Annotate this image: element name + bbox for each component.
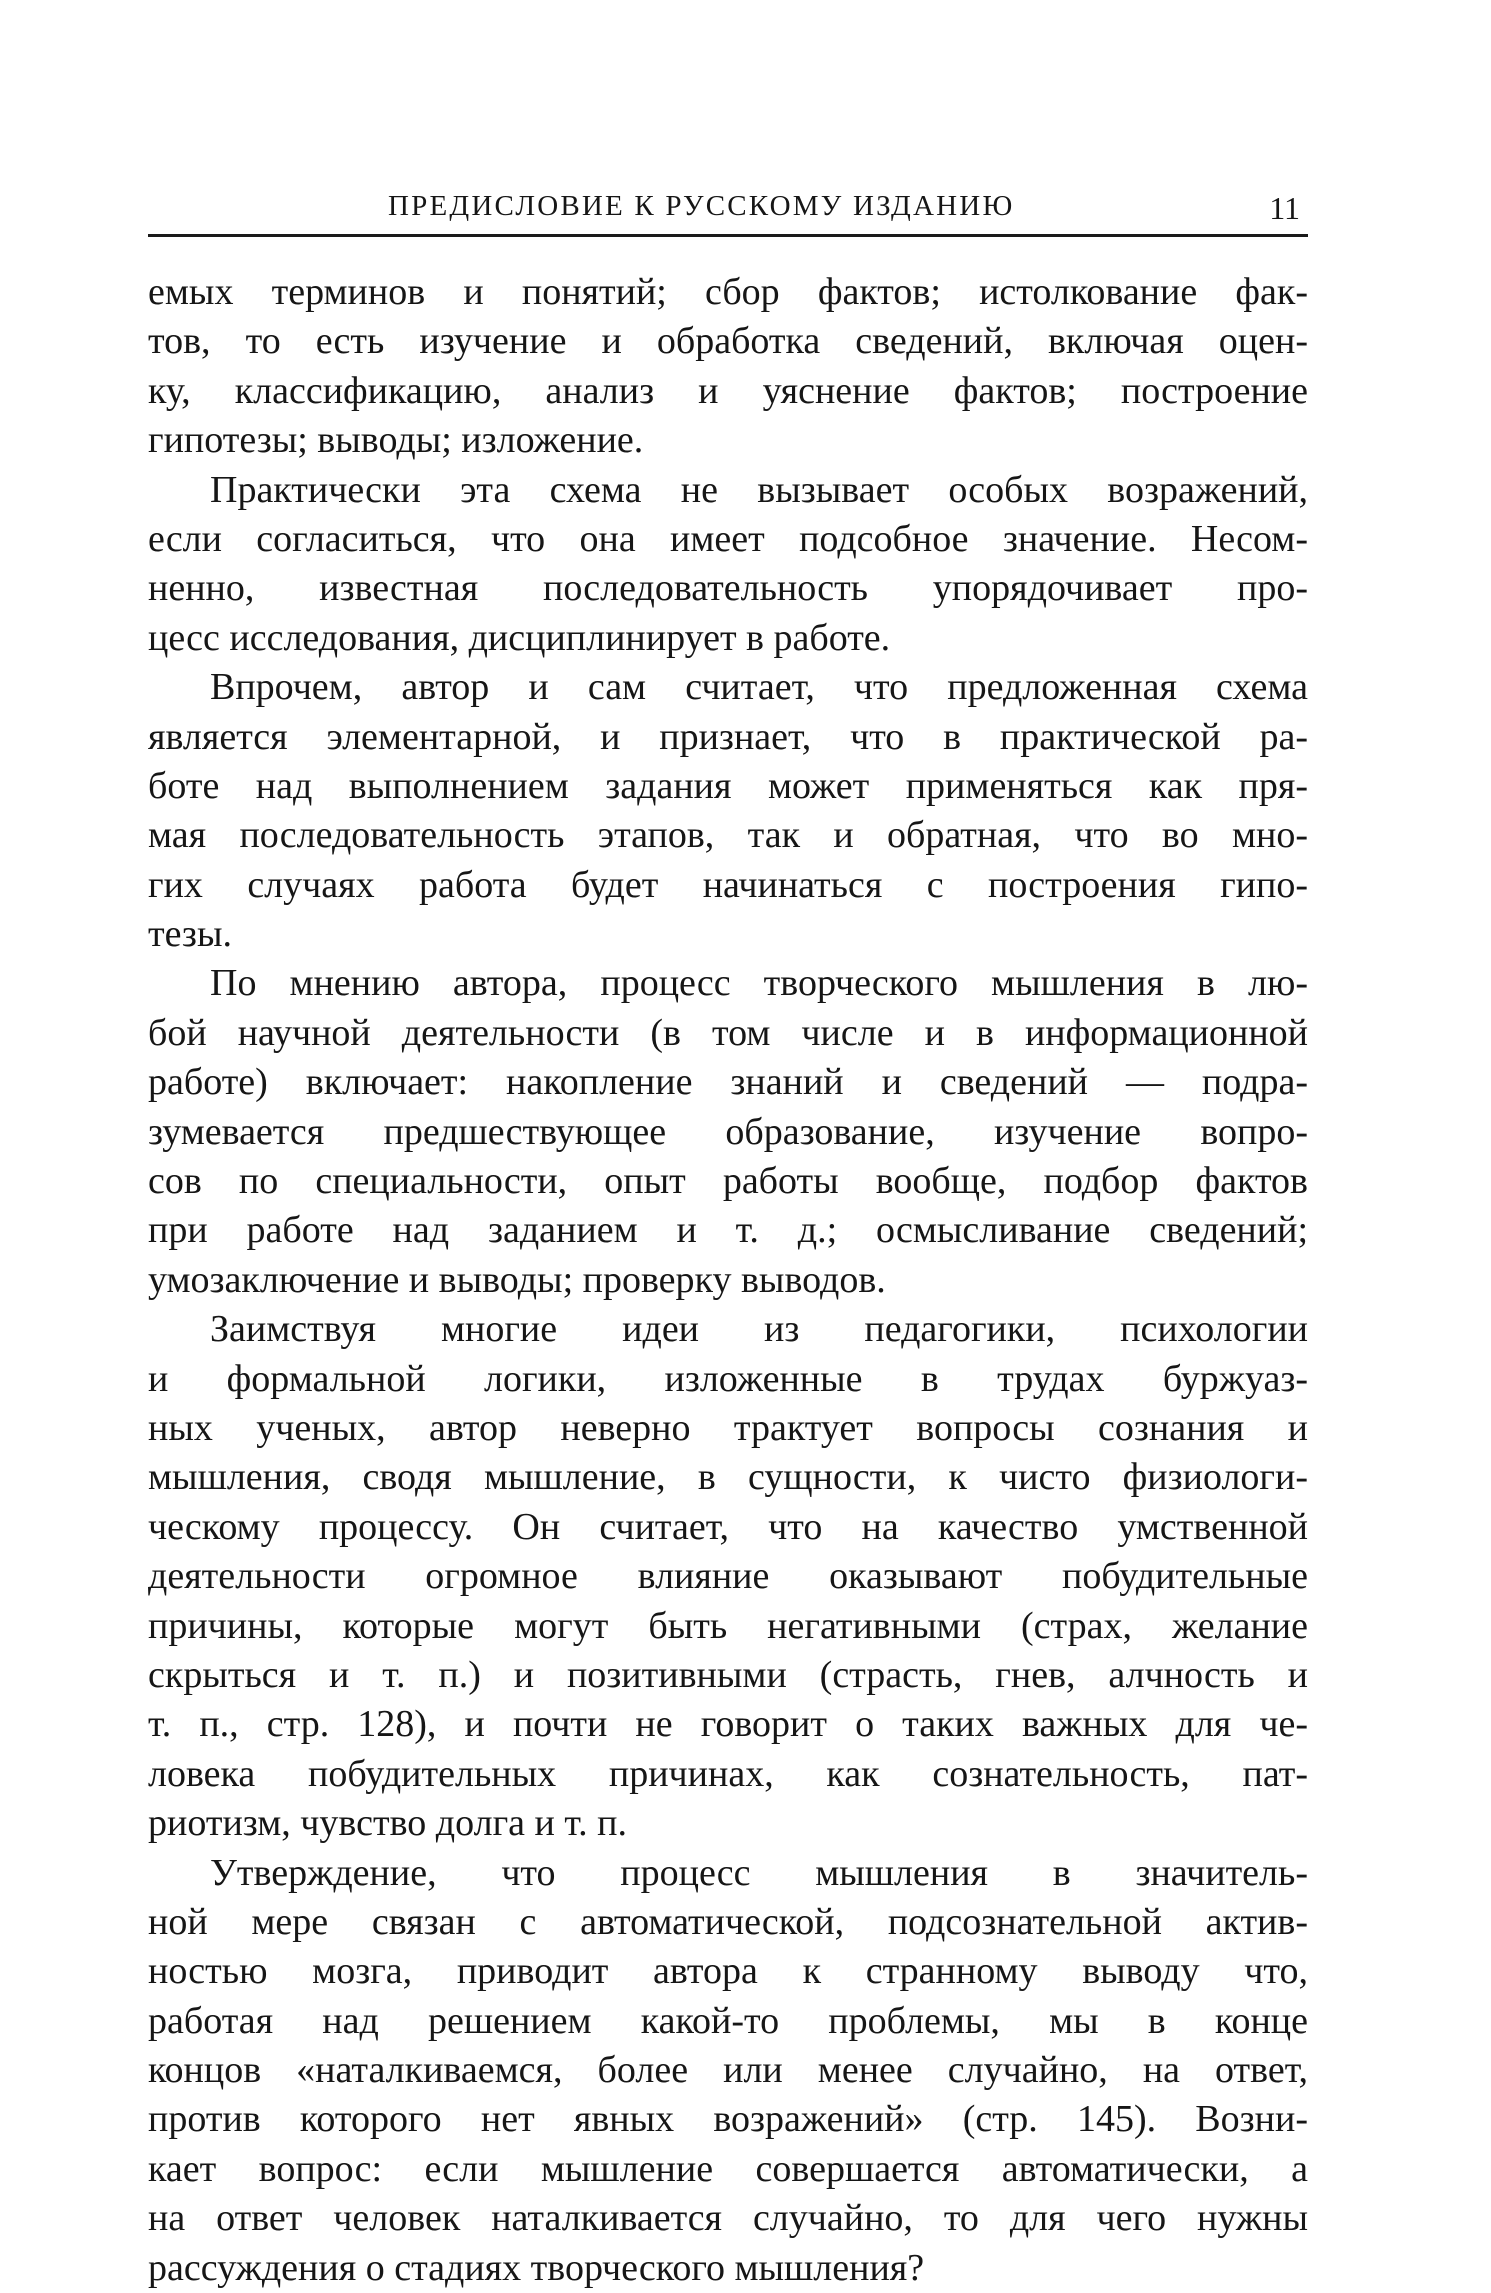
text-line: сов по специальности, опыт работы вообще, подбор фактов — [148, 1157, 1308, 1206]
text-line: риотизм, чувство долга и т. п. — [148, 1799, 1308, 1848]
text-line: работе) включает: накопление знаний и сведений — подра- — [148, 1058, 1308, 1107]
text-line: на ответ человек наталкивается случайно, то для чего нужны — [148, 2194, 1308, 2243]
paragraph — [148, 268, 1308, 466]
text-line: ловека побудительных причинах, как сознательность, пат- — [148, 1750, 1308, 1799]
text-line: бой научной деятельности (в том числе и в информационной — [148, 1009, 1308, 1058]
text-line: мышления, сводя мышление, в сущности, к чисто физиологи- — [148, 1453, 1308, 1502]
body-text — [148, 268, 1308, 2293]
text-line: емых терминов и понятий; сбор фактов; истолкование фак- — [148, 268, 1308, 317]
text-line: и формальной логики, изложенные в трудах буржуаз- — [148, 1355, 1308, 1404]
text-line: Утверждение, что процесс мышления в значитель- — [148, 1849, 1308, 1898]
paragraph — [148, 466, 1308, 664]
text-line: рассуждения о стадиях творческого мышления? — [148, 2244, 1308, 2293]
text-line: причины, которые могут быть негативными (страх, желание — [148, 1602, 1308, 1651]
paragraph — [148, 1849, 1308, 2293]
text-line: ческому процессу. Он считает, что на качество умственной — [148, 1503, 1308, 1552]
text-line: концов «наталкиваемся, более или менее случайно, на ответ, — [148, 2046, 1308, 2095]
text-line: если согласиться, что она имеет подсобное значение. Несом- — [148, 515, 1308, 564]
text-line: тов, то есть изучение и обработка сведений, включая оцен- — [148, 317, 1308, 366]
paragraph — [148, 1305, 1308, 1848]
text-line: скрыться и т. п.) и позитивными (страсть, гнев, алчность и — [148, 1651, 1308, 1700]
text-line: кает вопрос: если мышление совершается автоматически, а — [148, 2145, 1308, 2194]
text-line: цесс исследования, дисциплинирует в работе. — [148, 614, 1308, 663]
text-line: Заимствуя многие идеи из педагогики, психологии — [148, 1305, 1308, 1354]
text-line: мая последовательность этапов, так и обратная, что во мно- — [148, 811, 1308, 860]
text-line: умозаключение и выводы; проверку выводов. — [148, 1256, 1308, 1305]
text-line: т. п., стр. 128), и почти не говорит о таких важных для че- — [148, 1700, 1308, 1749]
text-line: Практически эта схема не вызывает особых возражений, — [148, 466, 1308, 515]
text-line: работая над решением какой-то проблемы, мы в конце — [148, 1997, 1308, 2046]
running-title: ПРЕДИСЛОВИЕ К РУССКОМУ ИЗДАНИЮ — [388, 186, 1014, 226]
text-line: деятельности огромное влияние оказывают побудительные — [148, 1552, 1308, 1601]
header-rule — [148, 234, 1308, 237]
running-head — [148, 186, 1308, 228]
text-line: при работе над заданием и т. д.; осмысливание сведений; — [148, 1206, 1308, 1255]
text-line: ной мере связан с автоматической, подсознательной актив- — [148, 1898, 1308, 1947]
text-line: гипотезы; выводы; изложение. — [148, 416, 1308, 465]
text-line: Впрочем, автор и сам считает, что предложенная схема — [148, 663, 1308, 712]
text-line: ненно, известная последовательность упорядочивает про- — [148, 564, 1308, 613]
text-line: гих случаях работа будет начинаться с построения гипо- — [148, 861, 1308, 910]
text-line: зумевается предшествующее образование, изучение вопро- — [148, 1108, 1308, 1157]
text-line: ку, классификацию, анализ и уяснение фактов; построение — [148, 367, 1308, 416]
text-line: боте над выполнением задания может применяться как пря- — [148, 762, 1308, 811]
page-number: 11 — [1269, 188, 1300, 228]
paragraph — [148, 663, 1308, 959]
paragraph — [148, 959, 1308, 1305]
text-line: ных ученых, автор неверно трактует вопросы сознания и — [148, 1404, 1308, 1453]
text-line: против которого нет явных возражений» (стр. 145). Возни- — [148, 2095, 1308, 2144]
text-line: тезы. — [148, 910, 1308, 959]
text-line: По мнению автора, процесс творческого мышления в лю- — [148, 959, 1308, 1008]
text-line: является элементарной, и признает, что в практической ра- — [148, 713, 1308, 762]
text-line: ностью мозга, приводит автора к странному выводу что, — [148, 1947, 1308, 1996]
